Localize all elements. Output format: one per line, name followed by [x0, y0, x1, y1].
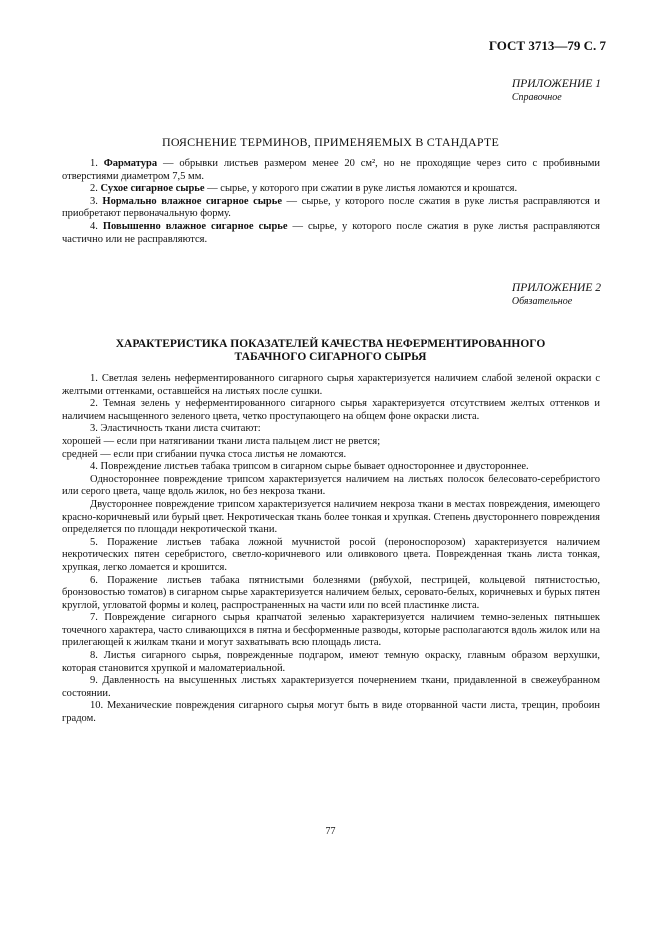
page-number: 77: [325, 826, 336, 837]
quality-paragraph: 9. Давленность на высушенных листьях характеризуется почернением ткани, придавленной в свежеубранном состоянии.: [62, 675, 600, 699]
term-definition: — сырье, у которого после сжатия в руке листья расправляются и приобретают первоначальную форму.: [62, 195, 600, 220]
term-definition: — обрывки листьев размером менее 20 см², но не проходящие через сито с пробивными отверстиями диаметром 7,5 мм.: [62, 158, 601, 182]
term-definition: — сырье, у которого при сжатии в руке листья ломаются и крошатся.: [204, 183, 518, 195]
term-definition: — сырье, у которого после сжатия в руке листья расправляются частично или не расправляются.: [62, 220, 600, 245]
quality-paragraph: 2. Темная зелень у неферментированного сигарного сырья характеризуется отсутствием желтых оттенков и наличием насыщенного зеленого цвета, четко проступающего на общем фоне окраски листа.: [62, 398, 600, 422]
term-number: 1.: [90, 158, 98, 169]
term-item: [62, 221, 600, 246]
quality-paragraph: Двустороннее повреждение трипсом характеризуется наличием некроза ткани в местах повреждения, имеющего красно-коричневый или бурый цвет. Некротическая ткань более тонкая и хрупкая. Степень двустороннего повреждения определяется по площади некротической ткани.: [62, 498, 600, 536]
appendix-2-title: ПРИЛОЖЕНИЕ 2: [511, 282, 601, 294]
quality-paragraph: хорошей — если при натягивании ткани листа пальцем лист не рвется;: [62, 435, 381, 447]
quality-paragraph: 4. Повреждение листьев табака трипсом в сигарном сырье бывает одностороннее и двустороннее.: [90, 461, 529, 473]
term-name: Фарматура: [103, 158, 158, 169]
appendix-1-title: ПРИЛОЖЕНИЕ 1: [511, 78, 601, 90]
section-1-title: ПОЯСНЕНИЕ ТЕРМИНОВ, ПРИМЕНЯЕМЫХ В СТАНДАРТЕ: [162, 135, 499, 149]
quality-paragraph: 7. Повреждение сигарного сырья крапчатой зеленью характеризуется наличием темно-зеленых пятнышек точечного характера, часто сливающихся в пятна и бесформенные разводы, которые располагаются вдоль жилок или на прилегающей к жилкам ткани и могут захватывать всю площадь листа.: [62, 612, 600, 649]
term-number: 2.: [90, 183, 98, 195]
term-name: Нормально влажное сигарное сырье: [102, 195, 282, 207]
term-number: 4.: [90, 220, 98, 232]
quality-paragraph: средней — если при сгибании пучка стоса листья не ломаются.: [62, 448, 347, 460]
term-item: [62, 196, 600, 221]
term-item: [62, 183, 600, 196]
quality-paragraph: 8. Листья сигарного сырья, поврежденные подгаром, имеют темную окраску, главным образом верхушки, которая становится хрупкой и маломатериальной.: [62, 650, 600, 674]
term-number: 3.: [90, 195, 98, 207]
term-item: [62, 158, 600, 183]
quality-paragraph: Одностороннее повреждение трипсом характеризуется наличием на листьях полосок белесовато-серебристого или серого цвета, чаще вдоль жилок, но без некроза ткани.: [62, 473, 600, 498]
section-2-title-line-1: ХАРАКТЕРИСТИКА ПОКАЗАТЕЛЕЙ КАЧЕСТВА НЕФЕРМЕНТИРОВАННОГО: [115, 338, 546, 350]
quality-paragraph: 5. Поражение листьев табака ложной мучнистой росой (пероноспорозом) характеризуется наличием некротических пятен серебристого, светло-коричневого или оливкового цвета. Поврежденная ткань листа тонкая, хрупкая, легко ломается и крошится.: [62, 536, 600, 573]
appendix-1-status: Справочное: [511, 92, 562, 103]
appendix-2-label: [512, 282, 601, 308]
appendix-1-label: [512, 78, 601, 104]
quality-paragraph: 3. Эластичность ткани листа считают:: [90, 423, 261, 435]
quality-paragraph: 6. Поражение листьев табака пятнистыми болезнями (рябухой, пестрицей, кольцевой пятнистостью, бронзовостью томатов) в сигарном сырье характеризуется наличием белых, серовато-белых, коричневых и бурых пятен круглой, угловатой формы и колец, распространенных на части или по всей пластинке листа.: [62, 574, 600, 611]
quality-paragraphs: [62, 373, 600, 726]
quality-paragraph: 10. Механические повреждения сигарного сырья могут быть в виде оторванной части листа, трещин, пробоин градом.: [62, 700, 600, 725]
appendix-2-status: Обязательное: [511, 296, 573, 307]
standard-header: ГОСТ 3713—79 С. 7: [488, 38, 606, 53]
term-name: Сухое сигарное сырье: [100, 183, 205, 195]
section-2-title: [0, 338, 661, 364]
quality-paragraph: 1. Светлая зелень неферментированного сигарного сырья характеризуется наличием слабой зеленой окраски с желтыми оттенками, оставшейся на листьях после сушки.: [62, 373, 600, 397]
section-2-title-line-2: ТАБАЧНОГО СИГАРНОГО СЫРЬЯ: [234, 351, 427, 363]
term-name: Повышенно влажное сигарное сырье: [102, 220, 288, 232]
terms-list: [62, 158, 600, 246]
